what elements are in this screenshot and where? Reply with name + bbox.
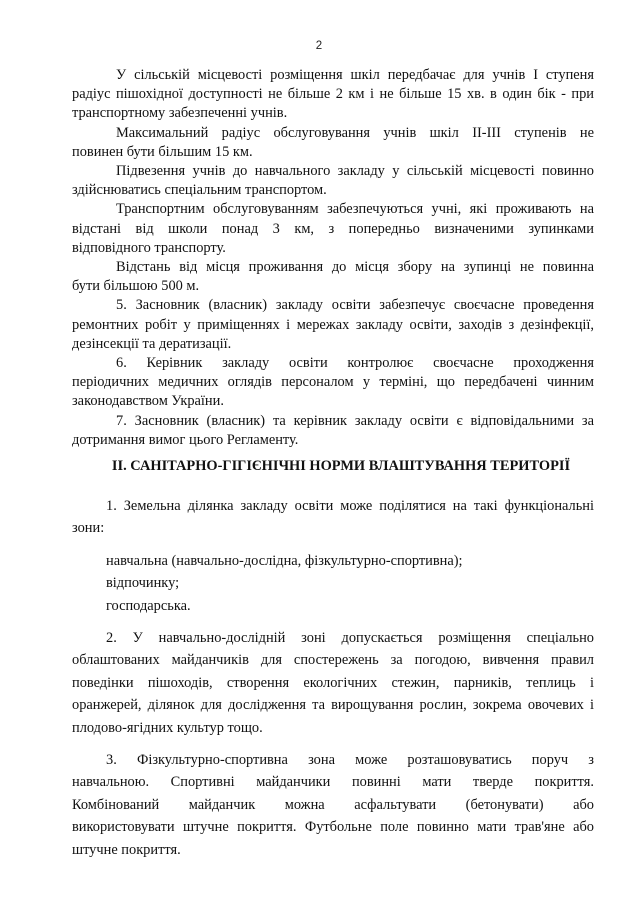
list-item: господарська.: [106, 597, 191, 614]
paragraph-line: здійснюватись спеціальним транспортом.: [72, 182, 327, 199]
paragraph-line: законодавством України.: [72, 393, 224, 410]
paragraph-line: радіус пішохідної доступності не більше 2 км і не більше 15 хв. в один бік - при: [72, 86, 594, 103]
paragraph-line: ремонтних робіт у приміщеннях і мережах закладу освіти, заходів з дезінфекції,: [72, 316, 594, 333]
paragraph-line: облаштованих майданчиків для спостережень за погодою, вивчення правил: [72, 652, 594, 669]
paragraph-line: дотримання вимог цього Регламенту.: [72, 431, 299, 448]
paragraph-line: У сільській місцевості розміщення шкіл передбачає для учнів I ступеня: [116, 67, 594, 83]
paragraph-line: відстані від школи понад 3 км, з попередньо визначеними зупинками: [72, 220, 594, 237]
paragraph-line: Відстань від місця проживання до місця збору на зупинці не повинна: [116, 259, 594, 276]
paragraph-line: навчальною. Спортивні майданчики повинні мати тверде покриття.: [72, 774, 594, 791]
paragraph-line: плодово-ягідних культур тощо.: [72, 719, 263, 736]
paragraph-line: використовувати штучне покриття. Футбольне поле повинно мати трав'яне або: [72, 819, 594, 836]
paragraph-line: 3. Фізкультурно-спортивна зона може розташовуватись поруч з: [106, 752, 594, 769]
paragraph-line: зони:: [72, 520, 105, 537]
paragraph-line: оранжерей, ділянок для дослідження та вирощування рослин, зокрема овочевих і: [72, 697, 594, 714]
paragraph-line: бути більшою 500 м.: [72, 278, 200, 295]
paragraph-line: Транспортним обслуговуванням забезпечуються учні, які проживають на: [116, 201, 594, 218]
paragraph-line: поведінки пішоходів, створення екологічних стежин, парників, теплиць і: [72, 674, 594, 691]
paragraph-line: Комбінований майданчик можна асфальтувати (бетонувати) або: [72, 796, 594, 813]
paragraph-line: 2. У навчально-дослідній зоні допускається розміщення спеціально: [106, 630, 594, 647]
paragraph-line: 5. Засновник (власник) закладу освіти забезпечує своєчасне проведення: [116, 297, 594, 314]
paragraph-line: штучне покриття.: [72, 841, 181, 858]
paragraph-line: дезінсекції та дератизації.: [72, 335, 232, 352]
paragraph-line: Максимальний радіус обслуговування учнів шкіл II-III ступенів не: [116, 124, 594, 141]
section-body: [72, 495, 594, 861]
paragraph-line: відповідного транспорту.: [72, 239, 226, 256]
paragraph-line: 6. Керівник закладу освіти контролює своєчасне проходження: [116, 355, 594, 372]
section-heading: II. САНІТАРНО-ГІГІЄНІЧНІ НОРМИ ВЛАШТУВАННЯ ТЕРИТОРІЇ: [111, 458, 571, 474]
paragraph-line: періодичних медичних оглядів персоналом у терміні, що передбачені чинним: [72, 374, 594, 391]
list-item: відпочинку;: [106, 575, 180, 592]
spacer: [72, 739, 594, 749]
page-number: 2: [315, 40, 323, 52]
list-item: навчальна (навчально-дослідна, фізкультурно-спортивна);: [106, 552, 463, 569]
paragraph-line: повинен бути більшим 15 км.: [72, 143, 253, 160]
paragraph-line: 1. Земельна ділянка закладу освіти може поділятися на такі функціональні: [106, 498, 594, 514]
spacer: [72, 617, 594, 627]
section-sanitary-norms: [72, 455, 594, 861]
paragraph-line: 7. Засновник (власник) та керівник закладу освіти є відповідальними за: [116, 412, 594, 429]
spacer: [72, 540, 594, 550]
paragraph-line: Підвезення учнів до навчального закладу у сільській місцевості повинно: [116, 163, 594, 180]
section-general-provisions: [72, 66, 594, 450]
paragraph-line: транспортному забезпеченні учнів.: [72, 105, 288, 122]
